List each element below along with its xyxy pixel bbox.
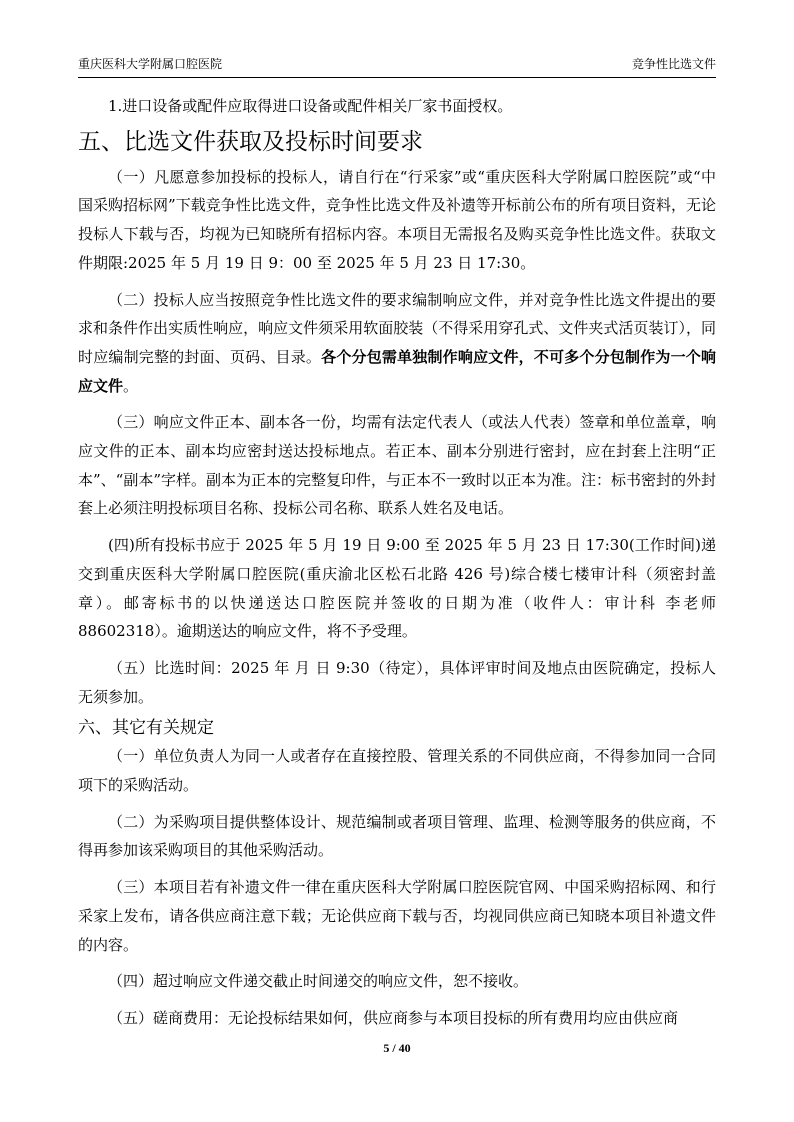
section-6-heading: 六、其它有关规定 <box>78 718 214 739</box>
section-5-item-1: （一）凡愿意参加投标的投标人，请自行在“行采家”或“重庆医科大学附属口腔医院”或“中国采购招标网”下载竞争性比选文件，竞争性比选文件及补遗等开标前公布的所有项目资料，无论投标人下载与否，均视为已知晓所有招标内容。本项目无需报名及购买竞争性比选文件。获取文件期限:2025 年 5 月 19 日 9：00 至 2025 年 5 月 23 日 17:30。 <box>78 167 716 272</box>
section-5-item-5: （五）比选时间：2025 年 月 日 9:30（待定），具体评审时间及地点由医院确定，投标人无须参加。 <box>78 658 716 706</box>
section-5-item-2 <box>78 286 716 401</box>
section-5-item-4: (四)所有投标书应于 2025 年 5 月 19 日 9:00 至 2025 年 5 月 23 日 17:30(工作时间)递交到重庆医科大学附属口腔医院(重庆渝北区松石北路 426 号)综合楼七楼审计科（须密封盖章）。邮寄标书的以快递送达口腔医院并签收的日期为准（收件人：审计科 李老师 88602318）。逾期送达的响应文件，将不予受理。 <box>78 536 716 641</box>
page-header <box>78 56 716 76</box>
section-5-heading: 五、比选文件获取及投标时间要求 <box>78 128 423 155</box>
header-divider <box>78 77 716 78</box>
paragraph-import-authorization: 1.进口设备或配件应取得进口设备或配件相关厂家书面授权。 <box>108 97 513 115</box>
section-5-item-2-text: （二）投标人应当按照竞争性比选文件的要求编制响应文件，并对竞争性比选文件提出的要求和条件作出实质性响应，响应文件须采用软面胶装（不得采用穿孔式、文件夹式活页装订），同时应编制完整的封面、页码、目录。 <box>78 290 716 366</box>
header-institution: 重庆医科大学附属口腔医院 <box>78 57 223 71</box>
section-6-item-4: （四）超过响应文件递交截止时间递交的响应文件，恕不接收。 <box>108 972 529 991</box>
section-5-item-2-bold: 各个分包需单独制作响应文件，不可多个分包制作为一个响应文件 <box>78 347 716 395</box>
section-6-item-5: （五）磋商费用：无论投标结果如何，供应商参与本项目投标的所有费用均应由供应商 <box>108 1008 679 1027</box>
section-5-item-3: （三）响应文件正本、副本各一份，均需有法定代表人（或法人代表）签章和单位盖章，响应文件的正本、副本均应密封送达投标地点。若正本、副本分别进行密封，应在封套上注明“正本”、“副本”字样。副本为正本的完整复印件，与正本不一致时以正本为准。注：标书密封的外封套上必须注明投标项目名称、投标公司名称、联系人姓名及电话。 <box>78 413 717 518</box>
section-5-item-2-end: 。 <box>123 376 139 395</box>
section-6-item-2: （二）为采购项目提供整体设计、规范编制或者项目管理、监理、检测等服务的供应商，不得再参加该采购项目的其他采购活动。 <box>78 812 716 860</box>
section-6-item-3: （三）本项目若有补遗文件一律在重庆医科大学附属口腔医院官网、中国采购招标网、和行采家上发布，请各供应商注意下载；无论供应商下载与否，均视同供应商已知晓本项目补遗文件的内容。 <box>78 878 716 954</box>
page-number: 5 / 40 <box>383 1041 411 1055</box>
page-body <box>78 92 716 1033</box>
header-doc-title: 竞争性比选文件 <box>631 57 716 71</box>
section-6-item-1: （一）单位负责人为同一人或者存在直接控股、管理关系的不同供应商，不得参加同一合同项下的采购活动。 <box>78 747 716 795</box>
